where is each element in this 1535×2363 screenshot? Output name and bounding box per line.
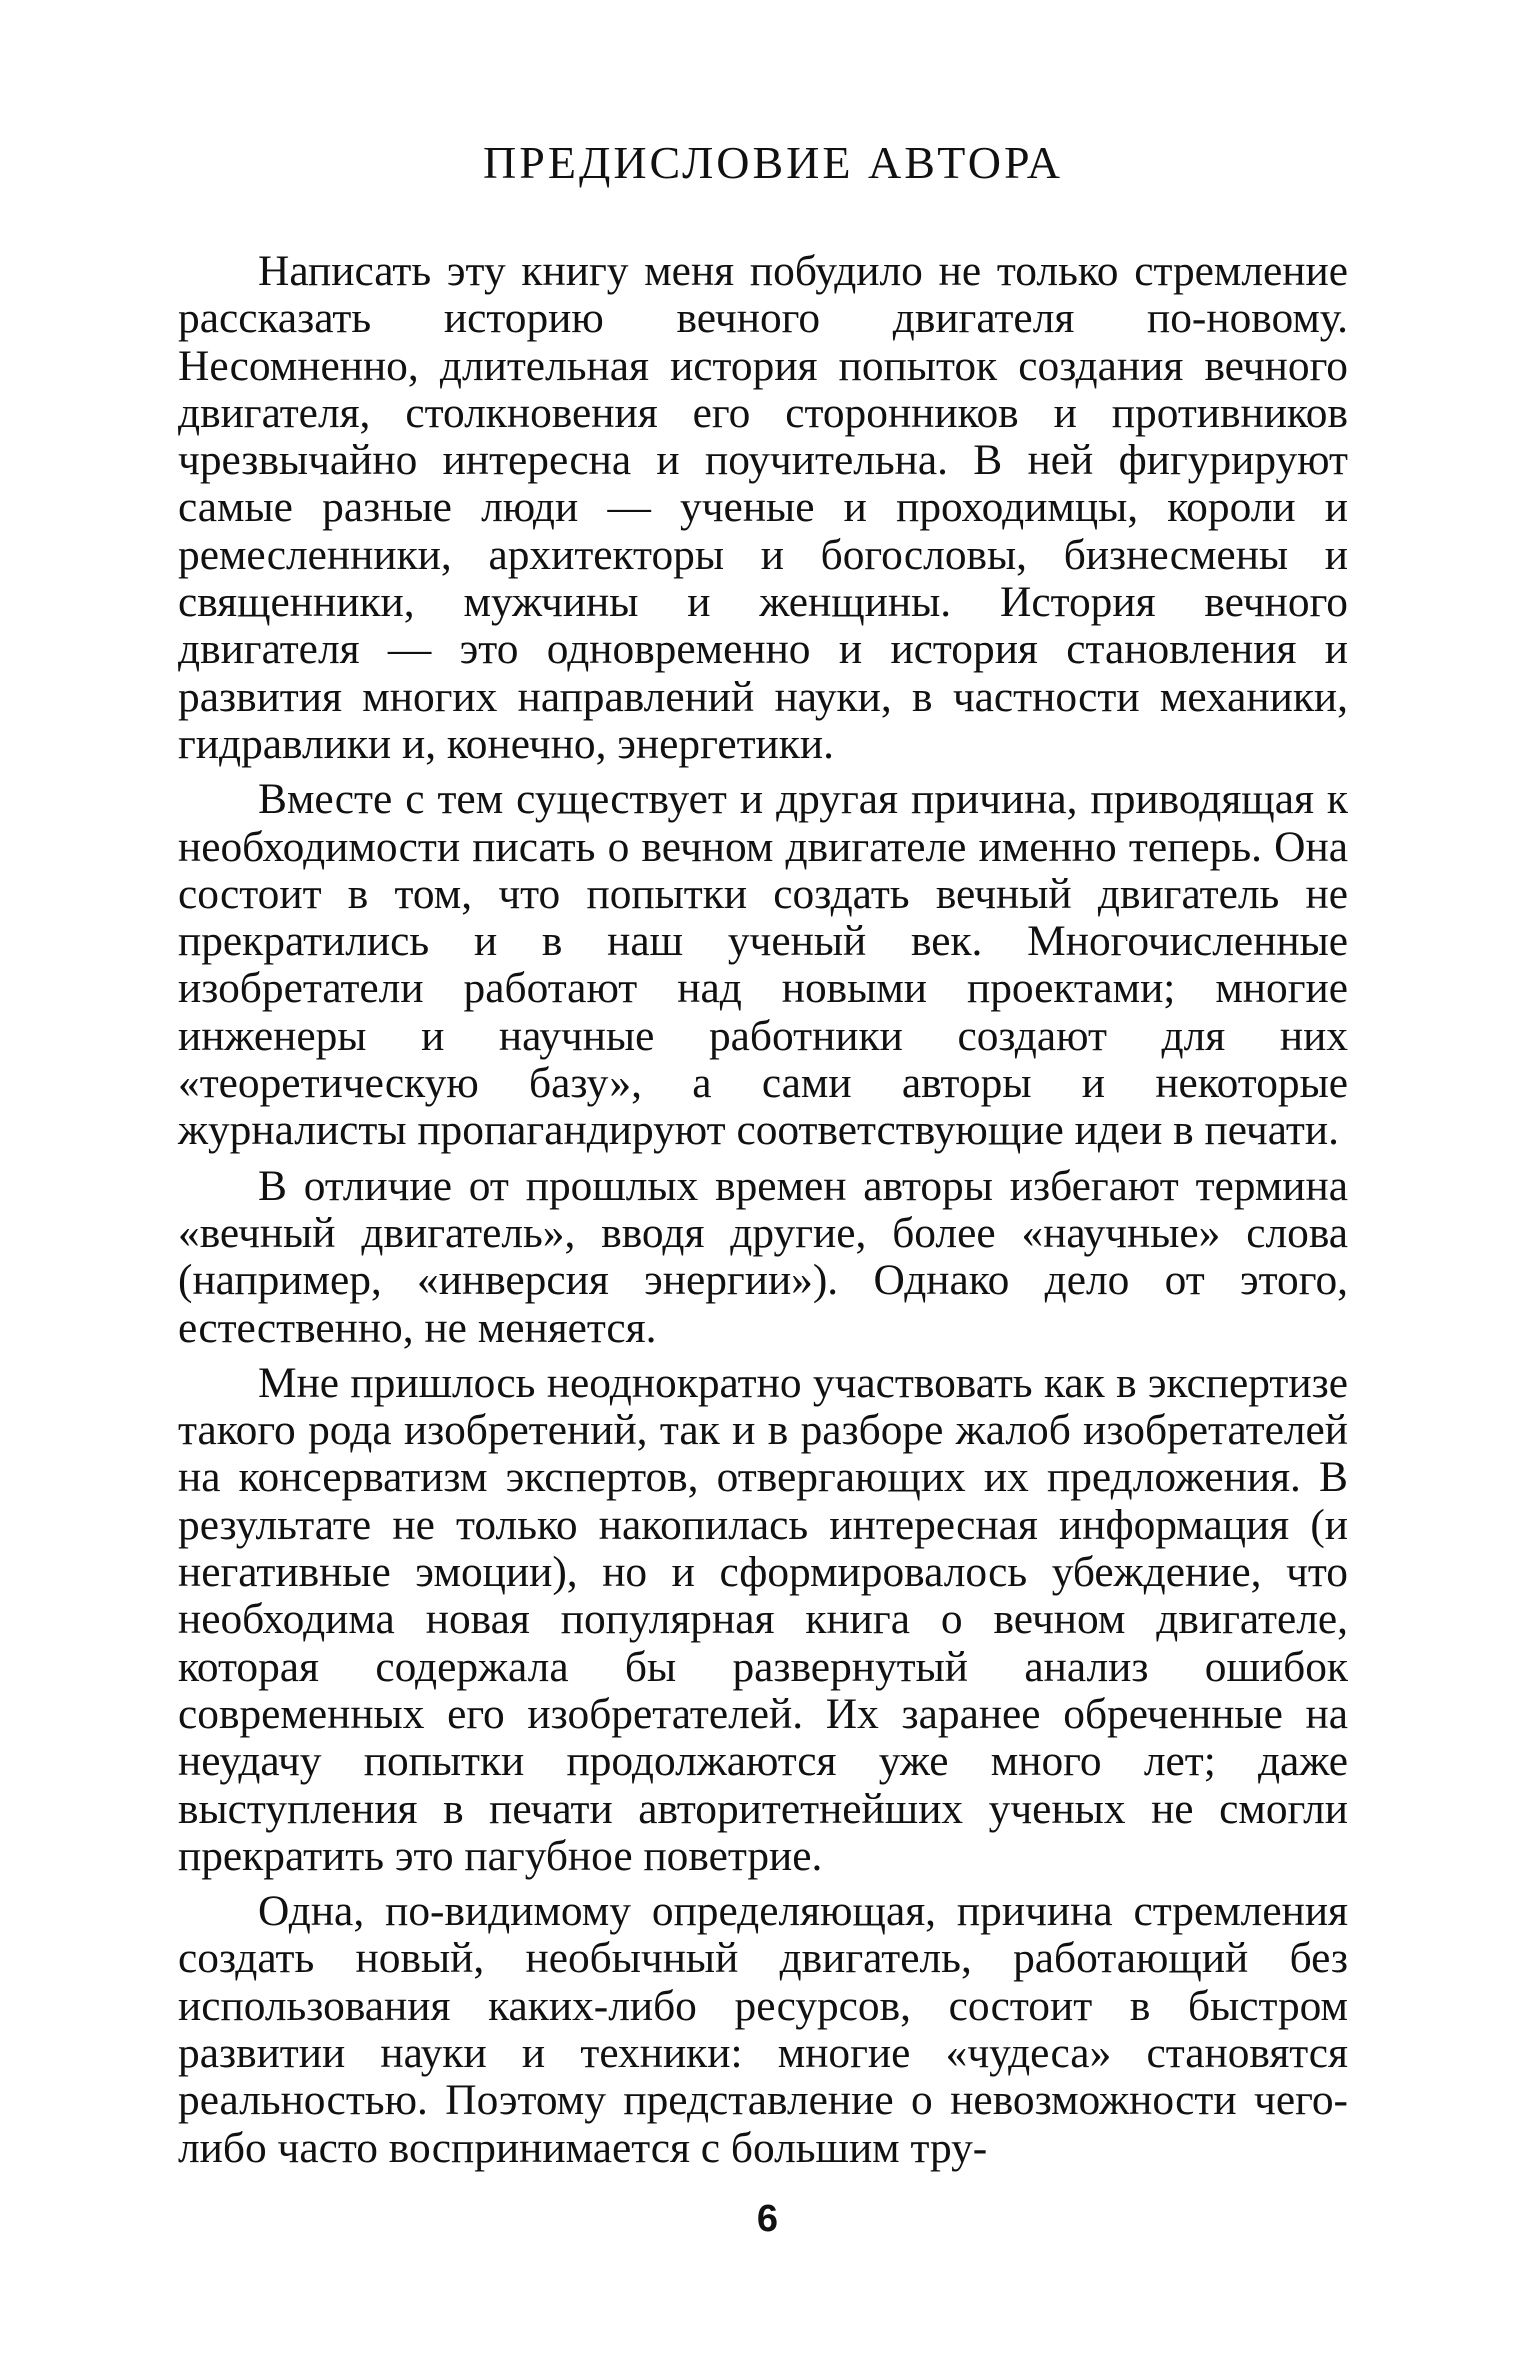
paragraph-2: Вместе с тем существует и другая причина, приводящая к необходимости писать о вечном двигателе именно теперь. Она состоит в том, что попытки создать вечный двигатель не прекратились и в наш ученый век. Многочисленные изобретатели работают над новыми проектами; многие инженеры и научные работники создают для них «теоретическую базу», а сами авторы и некоторые журналисты пропагандируют соответствующие идеи в печати. — [178, 775, 1348, 1155]
paragraph-3: В отличие от прошлых времен авторы избегают термина «вечный двигатель», вводя другие, более «научные» слова (например, «инверсия энергии»). Однако дело от этого, естественно, не меняется. — [178, 1161, 1348, 1352]
paragraph-4: Мне пришлось неоднократно участвовать как в экспертизе такого рода изобретений, так и в разборе жалоб изобретателей на консерватизм экспертов, отвергающих их предложения. В результате не только накопилась интересная информация (и негативные эмоции), но и сформировалось убеждение, что необходима новая популярная книга о вечном двигателе, которая содержала бы развернутый анализ ошибок современных его изобретателей. Их заранее обреченные на неудачу попытки продолжаются уже много лет; даже выступления в печати авторитетнейших ученых не смогли прекратить это пагубное поветрие. — [178, 1358, 1348, 1880]
page-title: ПРЕДИСЛОВИЕ АВТОРА — [483, 137, 1063, 188]
paragraph-1: Написать эту книгу меня побудило не только стремление рассказать историю вечного двигателя по-новому. Несомненно, длительная история попыток создания вечного двигателя, столкновения его сторонников и противников чрезвычайно интересна и поучительна. В ней фигурируют самые разные люди — ученые и проходимцы, короли и ремесленники, архитекторы и богословы, бизнесмены и священники, мужчины и женщины. История вечного двигателя — это одновременно и история становления и развития многих направлений науки, в частности механики, гидравлики и, конечно, энергетики. — [178, 247, 1348, 768]
page-number: 6 — [756, 2198, 779, 2240]
paragraph-5: Одна, по-видимому определяющая, причина стремления создать новый, необычный двигатель, работающий без использования каких-либо ресурсов, состоит в быстром развитии науки и техники: многие «чудеса» становятся реальностью. Поэтому представление о невозможности чего-либо часто воспринимается с большим тру- — [178, 1887, 1348, 2172]
page-body — [178, 137, 1348, 2180]
